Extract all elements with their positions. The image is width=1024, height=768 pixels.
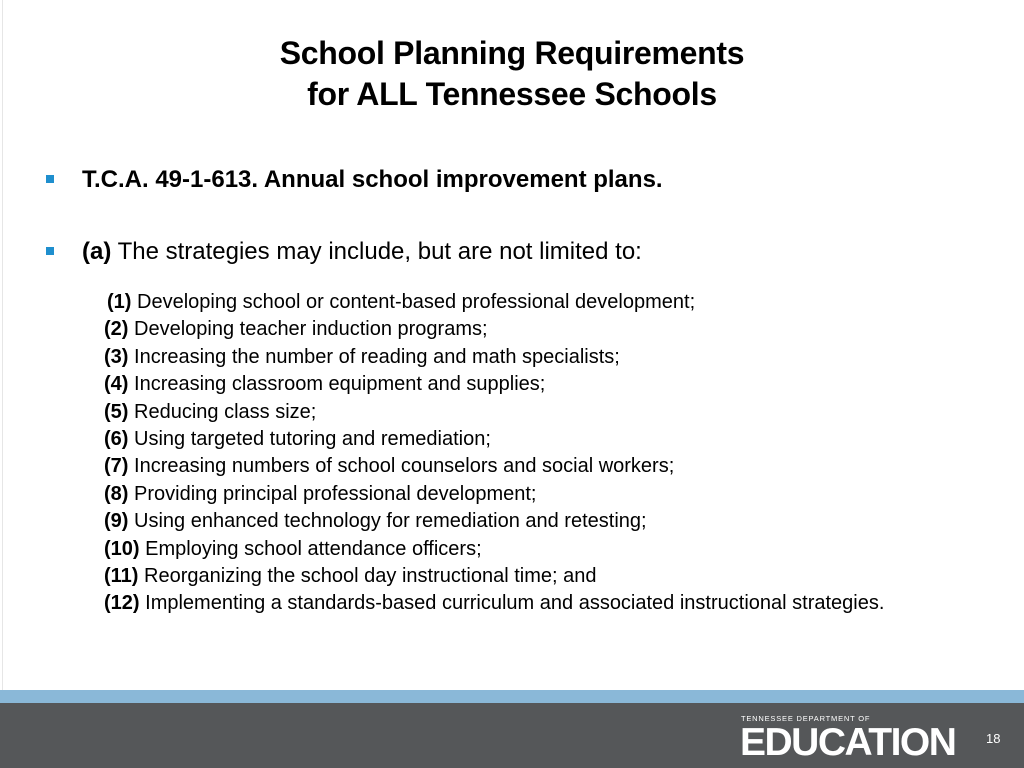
list-item: [104, 508, 884, 535]
footer-accent-band: [0, 690, 1024, 703]
logo-education-text: EDUCATION: [740, 721, 956, 764]
tn-education-logo: [740, 714, 968, 762]
bullet-text: [82, 238, 642, 266]
item-text: Employing school attendance officers;: [139, 537, 482, 560]
item-text: Reducing class size;: [128, 400, 317, 423]
item-number: (4): [104, 373, 129, 396]
square-bullet-icon: [46, 175, 54, 183]
logo-department-text: TENNESSEE DEPARTMENT OF: [741, 714, 871, 723]
title-line-2: for ALL Tennessee Schools: [307, 76, 717, 112]
item-text: Developing school or content-based professional development;: [131, 291, 696, 313]
bullet-statute: [46, 166, 663, 194]
item-text: Using targeted tutoring and remediation;: [128, 428, 491, 451]
item-text: Reorganizing the school day instructional time; and: [138, 565, 597, 588]
item-number: (3): [104, 345, 129, 368]
item-number: (9): [104, 510, 129, 533]
item-number: (7): [104, 455, 129, 478]
bullet-text: T.C.A. 49-1-613. Annual school improvement plans.: [82, 166, 663, 193]
item-number: (10): [104, 537, 140, 560]
page-number: 18: [986, 731, 1001, 746]
item-text: Providing principal professional development;: [128, 482, 537, 505]
item-number: (1): [107, 291, 132, 313]
list-item: [104, 590, 884, 617]
item-text: Developing teacher induction programs;: [128, 318, 488, 341]
list-item: [104, 563, 884, 590]
slide-title: [0, 33, 1024, 115]
square-bullet-icon: [46, 247, 54, 255]
list-item: [104, 316, 884, 343]
item-number: (12): [104, 592, 140, 615]
strategy-list: [104, 289, 884, 618]
item-text: Increasing the number of reading and math specialists;: [128, 345, 620, 368]
title-line-1: School Planning Requirements: [279, 35, 745, 71]
list-item: [104, 399, 884, 426]
list-item: [104, 344, 884, 371]
bullet-body: The strategies may include, but are not limited to:: [111, 238, 642, 265]
list-item: [104, 426, 884, 453]
item-number: (2): [104, 318, 129, 341]
list-item: [104, 481, 884, 508]
item-text: Using enhanced technology for remediation and retesting;: [128, 510, 647, 533]
item-number: (6): [104, 428, 129, 451]
item-text: Increasing classroom equipment and supplies;: [128, 373, 546, 396]
list-item: [104, 289, 884, 316]
item-number: (5): [104, 400, 129, 423]
item-number: (11): [104, 565, 139, 588]
bullet-lead: (a): [82, 238, 112, 265]
list-item: [104, 536, 884, 563]
item-text: Increasing numbers of school counselors and social workers;: [128, 455, 675, 478]
item-number: (8): [104, 482, 129, 505]
list-item: [104, 453, 884, 480]
list-item: [104, 371, 884, 398]
item-text: Implementing a standards-based curriculum and associated instructional strategies.: [139, 592, 885, 615]
bullet-strategies: [46, 238, 642, 266]
